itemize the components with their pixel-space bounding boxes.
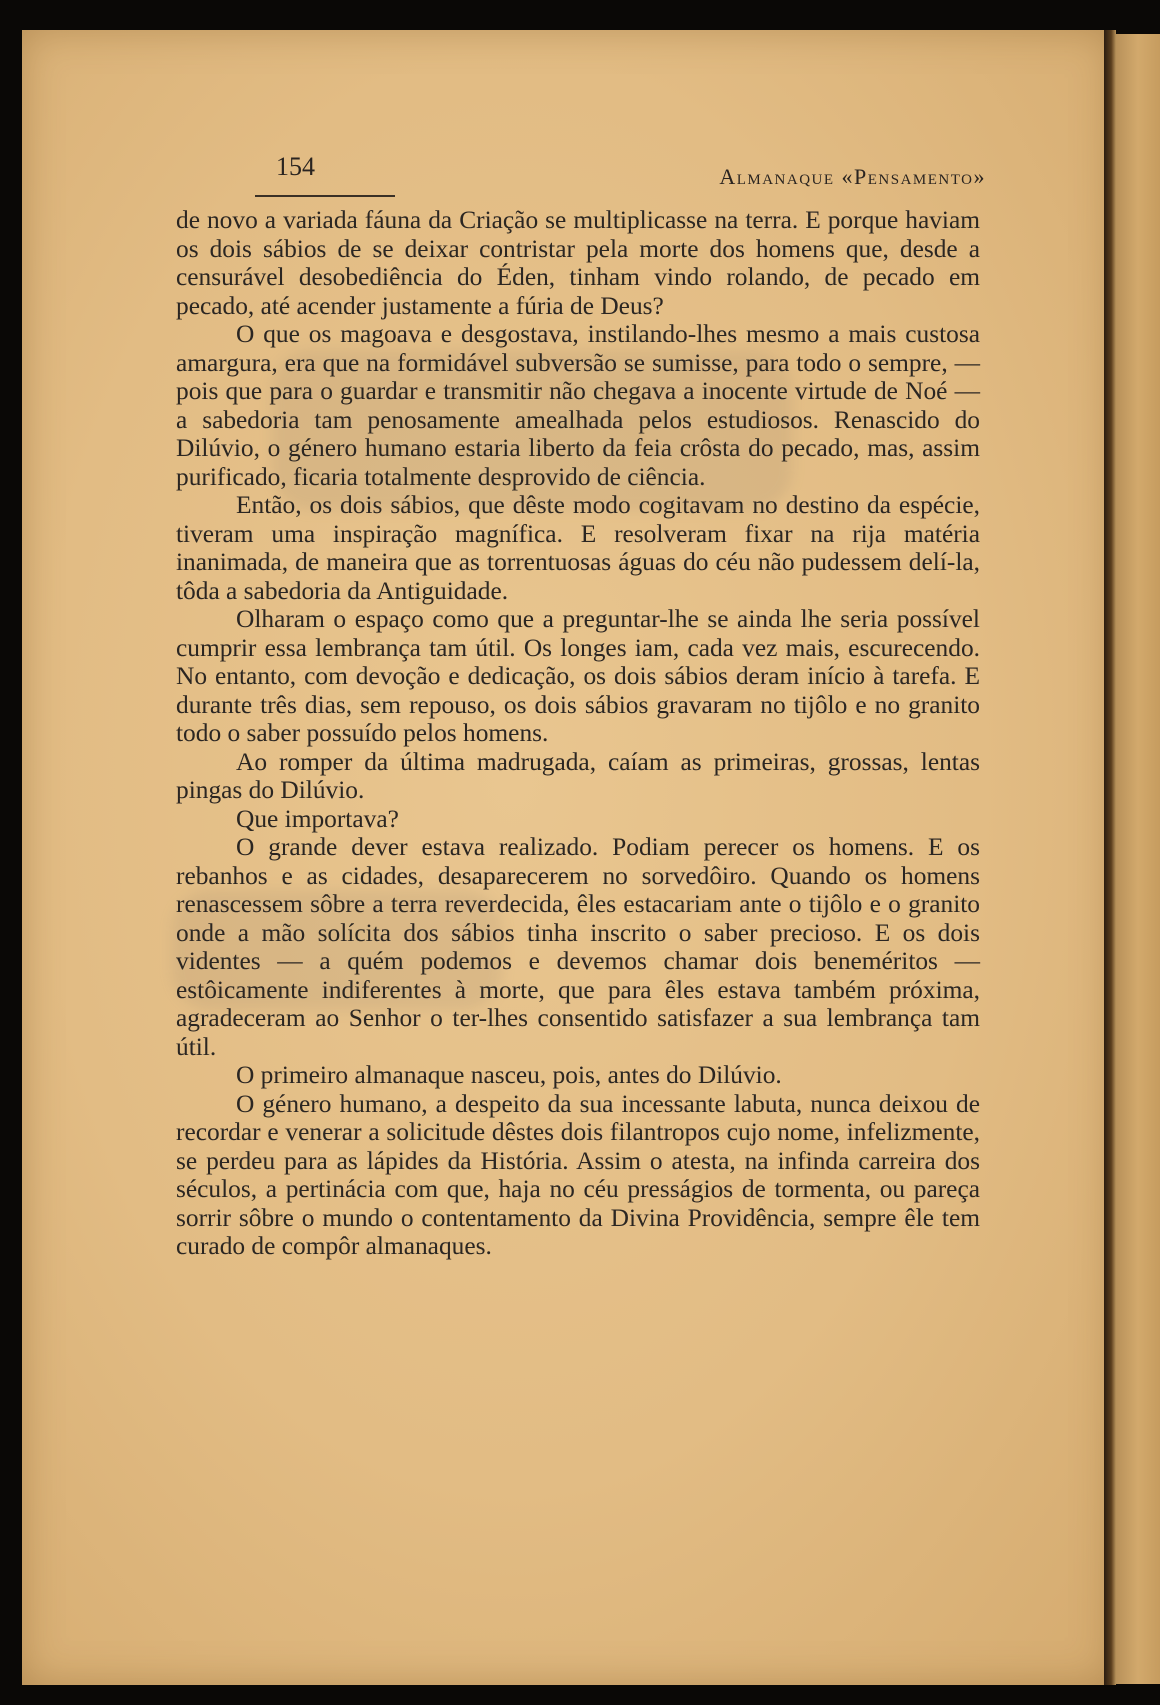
paragraph: Que importava? [236, 804, 399, 833]
page-header [22, 30, 1112, 200]
adjacent-page-edge [1116, 34, 1160, 1684]
paragraph: O primeiro almanaque nasceu, pois, antes do Dilúvio. [236, 1061, 782, 1089]
paragraph: O que os magoava e desgostava, instilando-lhes mesmo a mais custosa amargura, era que na formidável subversão se sumisse, para todo o sempre, — pois que para o guardar e transmitir não chegava a inocente virtude de Noé — a sabedoria tam penosamente amealhada pelos estudiosos. Renascido do Dilúvio, o género humano estaria liberto da feia crôsta do pecado, mas, assim purificado, ficaria totalmente desprovido de ciência. [176, 320, 980, 491]
header-rule [255, 195, 395, 197]
body-text [176, 206, 980, 1261]
book-spine [1104, 30, 1116, 1685]
paragraph: O género humano, a despeito da sua incessante labuta, nunca deixou de recordar e venerar a solicitude dêstes dois filantropos cujo nome, infelizmente, se perdeu para as lápides da História. Assim o atesta, na infinda carreira dos séculos, a pertinácia com que, haja no céu presságios de tormenta, ou pareça sorrir sôbre o mundo o contentamento da Divina Providência, sempre êle tem curado de compôr almanaques. [176, 1089, 980, 1260]
page-number: 154 [276, 152, 315, 181]
paragraph: O grande dever estava realizado. Podiam perecer os homens. E os rebanhos e as cidades, desaparecerem no sorvedôiro. Quando os homens renascessem sôbre a terra reverdecida, êles estacariam ante o tijôlo e o granito onde a mão solícita dos sábios tinha inscrito o saber precioso. E os dois videntes — a quém podemos e devemos chamar dois beneméritos — estôicamente indiferentes à morte, que para êles estava também próxima, agradeceram ao Senhor o ter-lhes consentido satisfazer a sua lembrança tam útil. [176, 833, 980, 1061]
paragraph: Olharam o espaço como que a preguntar-lhe se ainda lhe seria possível cumprir essa lembrança tam útil. Os longes iam, cada vez mais, escurecendo. No entanto, com devoção e dedicação, os dois sábios deram início à tarefa. E durante três dias, sem repouso, os dois sábios gravaram no tijôlo e no granito todo o saber possuído pelos homens. [176, 605, 980, 747]
paragraph: Ao romper da última madrugada, caíam as primeiras, grossas, lentas pingas do Dilúvio. [176, 747, 980, 804]
paragraph: de novo a variada fáuna da Criação se multiplicasse na terra. E porque haviam os dois sábios de se deixar contristar pela morte dos homens que, desde a censurável desobediência do Éden, tinham vindo rolando, de pecado em pecado, até acender justamente a fúria de Deus? [176, 206, 980, 320]
running-title: Almanaque «Pensamento» [719, 164, 986, 189]
paragraph: Então, os dois sábios, que dêste modo cogitavam no destino da espécie, tiveram uma inspiração magnífica. E resolveram fixar na rija matéria inanimada, de maneira que as torrentuosas águas do céu não pudessem delí-la, tôda a sabedoria da Antiguidade. [176, 491, 980, 605]
